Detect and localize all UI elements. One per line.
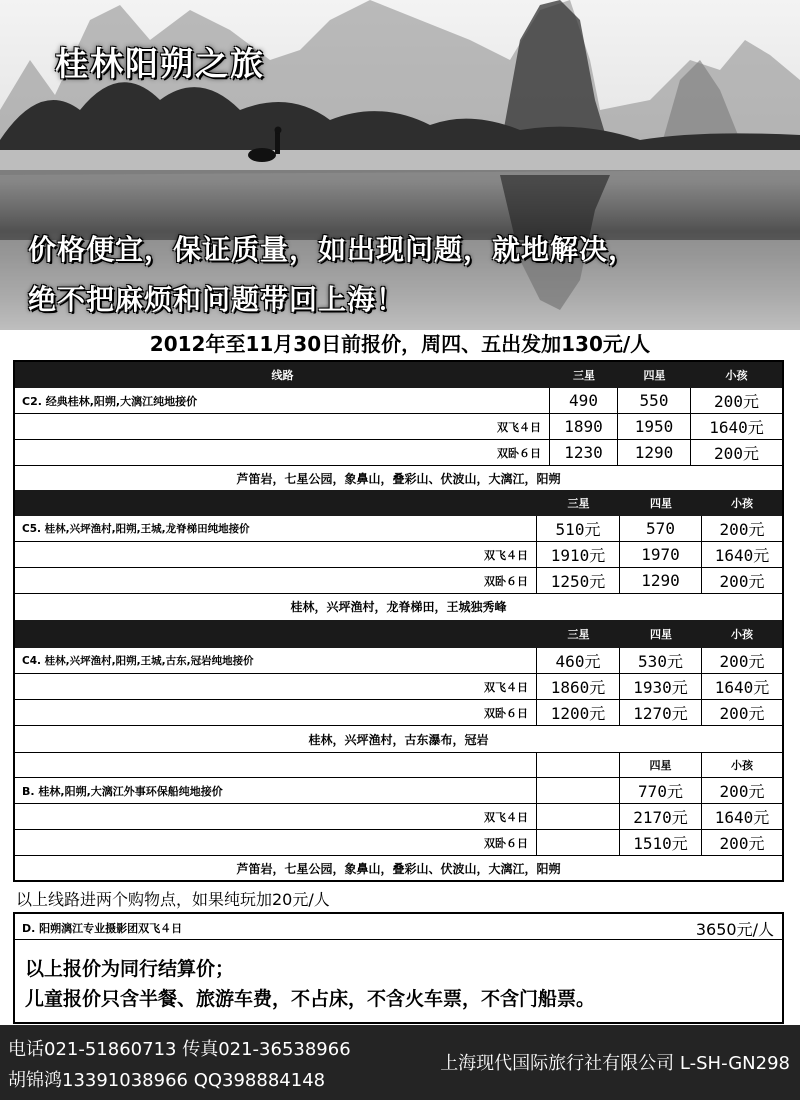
route-name: C2. 经典桂林,阳朔,大漓江纯地接价	[15, 388, 550, 413]
price-child: 1640元	[714, 678, 770, 697]
route-name: B. 桂林,阳朔,大漓江外事环保船纯地接价	[15, 778, 537, 803]
route-name: C4. 桂林,兴坪渔村,阳朔,王城,古东,冠岩纯地接价	[15, 648, 537, 673]
price-four-star: 2170元	[620, 804, 702, 829]
sights-list: 芦笛岩，七星公园，象鼻山，叠彩山、伏波山，大漓江，阳朔	[236, 861, 561, 876]
package-label: 双飞４日	[15, 804, 537, 829]
price-four-star: 550	[618, 388, 691, 413]
price-child: 200元	[719, 652, 765, 671]
header-four-star: 四星	[620, 753, 702, 777]
price-four-star: 1970	[620, 542, 702, 567]
package-label: 双卧６日	[15, 830, 537, 855]
package-label: 双飞４日	[15, 542, 537, 567]
slogan-line-1: 价格便宜，保证质量，如出现问题，就地解决，	[28, 233, 638, 266]
package-label: 双卧６日	[15, 440, 550, 465]
table-row	[15, 778, 782, 804]
price-four-star: 1510元	[620, 830, 702, 855]
price-child: 200元	[719, 572, 765, 591]
phone-fax: 电话021-51860713 传真021-36538966	[8, 1039, 351, 1060]
route-d-name: D. 阳朔漓江专业摄影团双飞４日	[22, 922, 183, 935]
table-row	[15, 830, 782, 856]
sights-row	[15, 856, 782, 880]
price-four-star: 1930元	[620, 674, 702, 699]
sights-list: 桂林，兴坪渔村，龙脊梯田，王城独秀峰	[290, 599, 507, 614]
empty-cell	[537, 804, 620, 829]
price-three-star: 1860元	[537, 674, 620, 699]
table-row	[15, 674, 782, 700]
price-note: 2012年至11月30日前报价，周四、五出发加130元/人	[149, 332, 651, 356]
price-child: 200元	[719, 834, 765, 853]
price-three-star: 490	[550, 388, 618, 413]
note-settlement: 以上报价为同行结算价；	[25, 958, 235, 980]
route-d-price: 3650元/人	[695, 920, 774, 939]
header-route: 线路	[271, 369, 294, 382]
route-name: C5. 桂林,兴坪渔村,阳朔,王城,龙脊梯田纯地接价	[15, 516, 537, 541]
price-three-star: 1230	[550, 440, 618, 465]
sights-row	[15, 726, 782, 752]
hero-banner	[0, 0, 800, 330]
package-label: 双卧６日	[15, 568, 537, 593]
empty-cell	[537, 778, 620, 803]
table-header-row	[15, 362, 782, 388]
table-row	[15, 804, 782, 830]
route-d-box	[13, 912, 784, 1024]
package-label: 双飞４日	[15, 674, 537, 699]
table-row	[15, 700, 782, 726]
price-four-star: 770元	[620, 778, 702, 803]
table-header-row	[15, 490, 782, 516]
table-header-row	[15, 620, 782, 648]
price-four-star: 1290	[618, 440, 691, 465]
sights-row	[15, 466, 782, 490]
header-three-star: 三星	[573, 369, 595, 382]
footer	[0, 1025, 800, 1100]
price-table	[13, 360, 784, 882]
table-row	[15, 568, 782, 594]
price-child: 200元	[714, 444, 759, 463]
header-four-star: 四星	[650, 628, 672, 641]
shopping-note: 以上线路进两个购物点，如果纯玩加20元/人	[16, 890, 330, 909]
price-four-star: 1270元	[620, 700, 702, 725]
note-child-price: 儿童报价只含半餐、旅游车费，不占床，不含火车票，不含门船票。	[25, 988, 596, 1010]
price-child: 1640元	[714, 808, 770, 827]
price-four-star: 570	[620, 516, 702, 541]
header-four-star: 四星	[643, 369, 666, 382]
price-child: 200元	[719, 704, 765, 723]
contact-person: 胡锦鸿13391038966 QQ398884148	[8, 1070, 326, 1091]
price-four-star: 530元	[620, 648, 702, 673]
sights-list: 桂林，兴坪渔村，古东瀑布，冠岩	[308, 732, 489, 747]
header-child: 小孩	[725, 369, 748, 382]
sights-row	[15, 594, 782, 618]
header-spacer	[15, 753, 537, 777]
price-child: 200元	[719, 520, 765, 539]
table-row	[15, 388, 782, 414]
table-row	[15, 440, 782, 466]
page-title: 桂林阳朔之旅	[55, 44, 265, 83]
empty-cell	[537, 830, 620, 855]
slogan-line-2: 绝不把麻烦和问题带回上海！	[28, 283, 406, 316]
route-d-header	[15, 914, 782, 940]
table-row	[15, 516, 782, 542]
sights-list: 芦笛岩，七星公园，象鼻山，叠彩山、伏波山，大漓江，阳朔	[236, 471, 561, 486]
price-four-star: 1950	[618, 414, 691, 439]
price-child: 200元	[714, 392, 759, 411]
package-label: 双卧６日	[15, 700, 537, 725]
price-child: 200元	[719, 782, 765, 801]
company-name: 上海现代国际旅行社有限公司 L-SH-GN298	[440, 1053, 790, 1074]
header-four-star: 四星	[650, 497, 672, 510]
header-child: 小孩	[731, 628, 753, 641]
price-three-star: 460元	[537, 648, 620, 673]
header-child: 小孩	[731, 497, 753, 510]
header-child: 小孩	[731, 759, 753, 772]
table-row	[15, 542, 782, 568]
header-three-star: 三星	[567, 497, 590, 510]
price-three-star: 1890	[550, 414, 618, 439]
price-three-star: 1200元	[537, 700, 620, 725]
table-row	[15, 648, 782, 674]
header-three-star: 三星	[567, 628, 590, 641]
header-spacer	[537, 753, 620, 777]
package-label: 双飞４日	[15, 414, 550, 439]
price-three-star: 1910元	[537, 542, 620, 567]
table-row	[15, 414, 782, 440]
price-child: 1640元	[709, 418, 764, 437]
price-three-star: 1250元	[537, 568, 620, 593]
price-four-star: 1290	[620, 568, 702, 593]
table-header-row	[15, 752, 782, 778]
price-three-star: 510元	[537, 516, 620, 541]
price-child: 1640元	[714, 546, 770, 565]
